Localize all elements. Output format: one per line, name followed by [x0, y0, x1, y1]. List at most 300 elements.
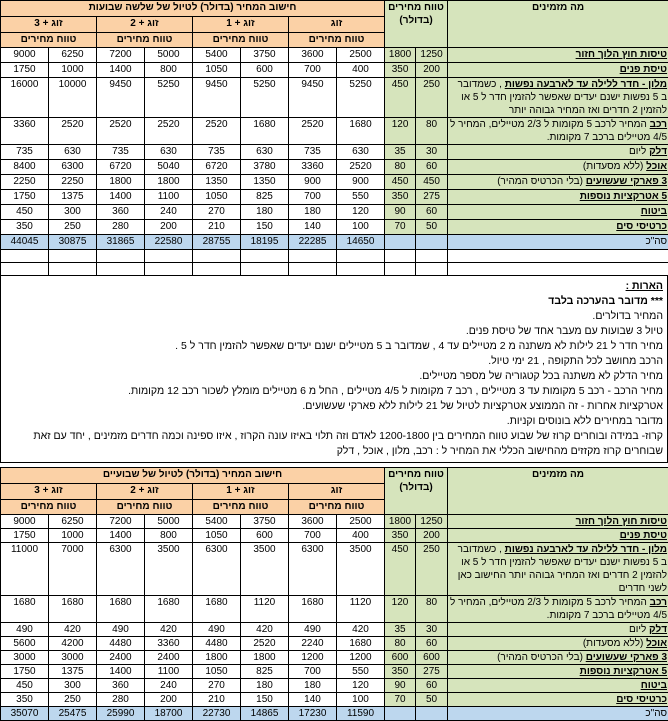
- range-value-cell: 350: [385, 63, 416, 78]
- item-detail: המחיר לרכב 5 מקומות ל 2/3 מטיילים, המחיר ל 4/5 מטיילים ברכב 7 מקומות.: [450, 597, 667, 621]
- total-range-cell-2: [416, 707, 448, 721]
- group-header: זוג + 3: [1, 484, 97, 500]
- range-value-cell: 450: [416, 175, 448, 190]
- empty-cell: [448, 250, 668, 263]
- item-label: מלון - חדר ללילה עד לארבעה נפשות: [505, 79, 667, 90]
- value-cell: 16000: [1, 78, 49, 118]
- value-cell: 3600: [289, 515, 337, 529]
- note-line: קרוז- במידה ובוחרים קרוז של שבוע טווח המחירים בין 1200-1800 לאדם וזה תלוי באיזו עונה הקרוז , איזו ספינה וכמה חדרים מזמינים , יחד עם זאת שבוחרים קרוז מקזזים מהחישוב הכללי את המחיר ל : רכב, מלון , אוכל , דלק: [3, 429, 663, 459]
- item-label: כרטיסי סים: [616, 221, 667, 232]
- value-cell: 735: [289, 145, 337, 160]
- value-cell: 1680: [337, 637, 385, 651]
- item-cell: [448, 160, 668, 175]
- value-cell: 2400: [97, 651, 145, 665]
- item-detail: (ללא מסעדות): [583, 161, 646, 172]
- value-cell: 1680: [97, 596, 145, 623]
- value-cell: 1800: [145, 175, 193, 190]
- value-cell: 270: [193, 205, 241, 220]
- item-label: כרטיסי סים: [616, 694, 667, 705]
- value-cell: 5400: [193, 48, 241, 63]
- empty-cell: [448, 263, 668, 276]
- value-cell: 600: [241, 529, 289, 543]
- value-cell: 200: [145, 693, 193, 707]
- value-cell: 2250: [49, 175, 97, 190]
- table-row: [1, 160, 668, 175]
- value-cell: 240: [145, 205, 193, 220]
- value-cell: 6720: [193, 160, 241, 175]
- value-cell: 200: [145, 220, 193, 235]
- value-cell: 630: [145, 145, 193, 160]
- value-cell: 210: [193, 693, 241, 707]
- value-cell: 550: [337, 665, 385, 679]
- range-value-cell: 350: [385, 190, 416, 205]
- total-label: סה"כ: [448, 707, 668, 721]
- range-value-cell: 1800: [385, 515, 416, 529]
- value-cell: 4480: [97, 637, 145, 651]
- value-cell: 5250: [145, 78, 193, 118]
- range-value-cell: 275: [416, 190, 448, 205]
- range-value-cell: 30: [416, 623, 448, 637]
- item-label: 3 פארקי שעשועים: [586, 652, 667, 663]
- total-label: סה"כ: [448, 235, 668, 250]
- value-cell: 1680: [241, 118, 289, 145]
- range-value-cell: 80: [385, 160, 416, 175]
- value-cell: 120: [337, 679, 385, 693]
- range-value-cell: 90: [385, 205, 416, 220]
- range-value-cell: 200: [416, 529, 448, 543]
- item-label: דלק: [649, 624, 667, 635]
- range-value-cell: 35: [385, 623, 416, 637]
- value-cell: 300: [49, 679, 97, 693]
- value-cell: 1680: [1, 596, 49, 623]
- table-row: [1, 63, 668, 78]
- value-cell: 180: [289, 679, 337, 693]
- empty-cell: [337, 263, 385, 276]
- total-value-cell: 22730: [193, 707, 241, 721]
- value-cell: 250: [49, 220, 97, 235]
- value-cell: 735: [193, 145, 241, 160]
- item-cell: [448, 623, 668, 637]
- empty-cell: [145, 250, 193, 263]
- value-cell: 490: [1, 623, 49, 637]
- range-value-cell: 60: [416, 679, 448, 693]
- range-value-cell: 50: [416, 693, 448, 707]
- item-label: אוכל: [646, 638, 667, 649]
- value-cell: 5000: [145, 515, 193, 529]
- total-range-cell-1: [385, 235, 416, 250]
- range-value-cell: 120: [385, 596, 416, 623]
- table-row: [1, 48, 668, 63]
- value-cell: 180: [289, 205, 337, 220]
- value-cell: 1050: [193, 529, 241, 543]
- table-row: [1, 190, 668, 205]
- group-header: זוג + 1: [193, 484, 289, 500]
- range-value-cell: 70: [385, 220, 416, 235]
- value-cell: 2500: [337, 515, 385, 529]
- item-label: טיסת פנים: [620, 64, 667, 75]
- total-value-cell: 25990: [97, 707, 145, 721]
- value-cell: 2520: [145, 118, 193, 145]
- value-cell: 700: [289, 529, 337, 543]
- item-cell: [448, 63, 668, 78]
- table-row: [1, 205, 668, 220]
- value-cell: 735: [97, 145, 145, 160]
- total-value-cell: 22285: [289, 235, 337, 250]
- item-label: אוכל: [646, 161, 667, 172]
- value-cell: 1120: [241, 596, 289, 623]
- item-cell: [448, 48, 668, 63]
- value-cell: 8400: [1, 160, 49, 175]
- value-cell: 900: [337, 175, 385, 190]
- table-title: חישוב המחיר (בדולר) לטיול של שבועיים: [1, 468, 385, 484]
- range-value-cell: 80: [385, 637, 416, 651]
- group-header: זוג + 3: [1, 17, 97, 33]
- notes-title: הארות :: [3, 279, 663, 294]
- item-label: ביטוח: [641, 680, 667, 691]
- note-line: מחיר הרכב - רכב 5 מקומות עד 3 מטיילים , רכב 7 מקומות ל 4/5 מטיילים , החל מ 6 מטיילים מומלץ לשכור רכב 12 מקומות.: [3, 384, 663, 399]
- value-cell: 630: [241, 145, 289, 160]
- value-cell: 5250: [337, 78, 385, 118]
- range-value-cell: 1800: [385, 48, 416, 63]
- value-cell: 2520: [289, 118, 337, 145]
- value-cell: 1750: [1, 529, 49, 543]
- range-value-cell: 120: [385, 118, 416, 145]
- total-value-cell: 22580: [145, 235, 193, 250]
- subgroup-header: טווח מחירים: [193, 33, 289, 48]
- value-cell: 2240: [289, 637, 337, 651]
- value-cell: 3500: [337, 543, 385, 596]
- table-row: [1, 623, 668, 637]
- note-line: מחיר הדלק לא משתנה בכל קטגוריה של מספר מטיילים.: [3, 369, 663, 384]
- total-range-cell-2: [416, 235, 448, 250]
- value-cell: 140: [289, 693, 337, 707]
- value-cell: 420: [49, 623, 97, 637]
- table-row: [1, 220, 668, 235]
- table-row: [1, 529, 668, 543]
- value-cell: 2520: [97, 118, 145, 145]
- value-cell: 3500: [241, 543, 289, 596]
- value-cell: 800: [145, 63, 193, 78]
- subgroup-header: טווח מחירים: [1, 500, 97, 515]
- value-cell: 1680: [337, 118, 385, 145]
- value-cell: 1400: [97, 63, 145, 78]
- orders-header: מה מזמינים: [448, 1, 668, 48]
- empty-cell: [1, 250, 49, 263]
- total-range-cell-1: [385, 707, 416, 721]
- value-cell: 9450: [289, 78, 337, 118]
- table-row: [1, 665, 668, 679]
- item-cell: [448, 145, 668, 160]
- range-value-cell: 250: [416, 543, 448, 596]
- group-header: זוג: [289, 484, 385, 500]
- price-table-two-weeks: [0, 467, 668, 721]
- value-cell: 6250: [49, 515, 97, 529]
- value-cell: 1000: [49, 529, 97, 543]
- item-cell: [448, 665, 668, 679]
- item-detail: ליום: [629, 146, 649, 157]
- item-cell: [448, 637, 668, 651]
- item-detail: , כשמדובר ב 5 נפשות ישנם יעדים שאפשר להזמין חדר ל 5 או להזמין 2 חדרים ואז המחיר גבוהה יותר: [458, 79, 667, 116]
- range-value-cell: 350: [385, 529, 416, 543]
- item-label: טיסות חוץ הלוך חזור: [576, 49, 667, 60]
- value-cell: 1400: [97, 190, 145, 205]
- value-cell: 1750: [1, 63, 49, 78]
- item-cell: [448, 190, 668, 205]
- value-cell: 180: [241, 205, 289, 220]
- value-cell: 490: [97, 623, 145, 637]
- range-value-cell: 1250: [416, 515, 448, 529]
- item-cell: [448, 651, 668, 665]
- item-label: טיסות חוץ הלוך חזור: [576, 516, 667, 527]
- value-cell: 6720: [97, 160, 145, 175]
- table-row: [1, 515, 668, 529]
- orders-header: מה מזמינים: [448, 468, 668, 515]
- subgroup-header: טווח מחירים: [97, 500, 193, 515]
- value-cell: 1050: [193, 190, 241, 205]
- empty-cell: [385, 250, 416, 263]
- total-row: [1, 235, 668, 250]
- range-value-cell: 50: [416, 220, 448, 235]
- subgroup-header: טווח מחירים: [289, 500, 385, 515]
- value-cell: 3360: [145, 637, 193, 651]
- item-cell: [448, 543, 668, 596]
- empty-row: [1, 250, 668, 263]
- range-value-cell: 200: [416, 63, 448, 78]
- value-cell: 5040: [145, 160, 193, 175]
- value-cell: 6300: [49, 160, 97, 175]
- value-cell: 2400: [145, 651, 193, 665]
- value-cell: 550: [337, 190, 385, 205]
- empty-cell: [49, 250, 97, 263]
- value-cell: 700: [289, 63, 337, 78]
- item-label: דלק: [649, 146, 667, 157]
- value-cell: 900: [289, 175, 337, 190]
- value-cell: 6300: [193, 543, 241, 596]
- range-value-cell: 450: [385, 78, 416, 118]
- range-value-cell: 250: [416, 78, 448, 118]
- value-cell: 1200: [337, 651, 385, 665]
- value-cell: 6300: [289, 543, 337, 596]
- range-value-cell: 70: [385, 693, 416, 707]
- value-cell: 9450: [97, 78, 145, 118]
- value-cell: 1800: [97, 175, 145, 190]
- value-cell: 300: [49, 205, 97, 220]
- item-label: ביטוח: [641, 206, 667, 217]
- group-header: זוג + 2: [97, 17, 193, 33]
- empty-cell: [416, 263, 448, 276]
- subgroup-header: טווח מחירים: [97, 33, 193, 48]
- value-cell: 825: [241, 665, 289, 679]
- value-cell: 3000: [49, 651, 97, 665]
- item-label: 5 אטרקציות נוספות: [580, 666, 667, 677]
- item-detail: (בלי הכרטיס המהיר): [497, 176, 586, 187]
- value-cell: 600: [241, 63, 289, 78]
- table-row: [1, 145, 668, 160]
- value-cell: 180: [241, 679, 289, 693]
- value-cell: 1050: [193, 63, 241, 78]
- notes-section: [0, 276, 668, 463]
- table-row: [1, 78, 668, 118]
- total-value-cell: 14650: [337, 235, 385, 250]
- empty-cell: [1, 263, 49, 276]
- value-cell: 1350: [193, 175, 241, 190]
- value-cell: 100: [337, 220, 385, 235]
- empty-cell: [289, 263, 337, 276]
- range-value-cell: 450: [385, 543, 416, 596]
- value-cell: 360: [97, 205, 145, 220]
- total-value-cell: 28755: [193, 235, 241, 250]
- value-cell: 140: [289, 220, 337, 235]
- value-cell: 1375: [49, 665, 97, 679]
- value-cell: 280: [97, 693, 145, 707]
- total-value-cell: 31865: [97, 235, 145, 250]
- value-cell: 350: [1, 693, 49, 707]
- empty-cell: [289, 250, 337, 263]
- value-cell: 1400: [97, 665, 145, 679]
- value-cell: 280: [97, 220, 145, 235]
- value-cell: 150: [241, 693, 289, 707]
- value-cell: 1400: [97, 529, 145, 543]
- note-line: *** מדובר בהערכה בלבד: [3, 294, 663, 309]
- table-row: [1, 637, 668, 651]
- range-value-cell: 450: [385, 175, 416, 190]
- value-cell: 1120: [337, 596, 385, 623]
- range-value-cell: 60: [416, 637, 448, 651]
- value-cell: 2500: [337, 48, 385, 63]
- value-cell: 1750: [1, 190, 49, 205]
- value-cell: 4480: [193, 637, 241, 651]
- item-cell: [448, 596, 668, 623]
- group-header: זוג + 1: [193, 17, 289, 33]
- value-cell: 3750: [241, 48, 289, 63]
- empty-cell: [193, 250, 241, 263]
- subgroup-header: טווח מחירים: [289, 33, 385, 48]
- total-value-cell: 18700: [145, 707, 193, 721]
- item-detail: (ללא מסעדות): [583, 638, 646, 649]
- note-line: הרכב מחושב לכל התקופה , 21 ימי טיול.: [3, 354, 663, 369]
- item-label: טיסת פנים: [620, 530, 667, 541]
- value-cell: 420: [145, 623, 193, 637]
- value-cell: 360: [97, 679, 145, 693]
- empty-cell: [97, 250, 145, 263]
- range-value-cell: 60: [416, 205, 448, 220]
- value-cell: 5400: [193, 515, 241, 529]
- value-cell: 210: [193, 220, 241, 235]
- value-cell: 1680: [289, 596, 337, 623]
- value-cell: 450: [1, 205, 49, 220]
- value-cell: 7200: [97, 48, 145, 63]
- value-cell: 3360: [1, 118, 49, 145]
- value-cell: 10000: [49, 78, 97, 118]
- group-header: זוג + 2: [97, 484, 193, 500]
- value-cell: 100: [337, 693, 385, 707]
- table-row: [1, 175, 668, 190]
- range-value-cell: 275: [416, 665, 448, 679]
- value-cell: 1680: [193, 596, 241, 623]
- value-cell: 3780: [241, 160, 289, 175]
- value-cell: 630: [49, 145, 97, 160]
- value-cell: 400: [337, 529, 385, 543]
- item-cell: [448, 679, 668, 693]
- value-cell: 1350: [241, 175, 289, 190]
- item-cell: [448, 175, 668, 190]
- value-cell: 7000: [49, 543, 97, 596]
- note-line: המחיר בדולרים.: [3, 309, 663, 324]
- value-cell: 3600: [289, 48, 337, 63]
- range-value-cell: 1250: [416, 48, 448, 63]
- empty-cell: [416, 250, 448, 263]
- item-detail: (בלי הכרטיס המהיר): [497, 652, 586, 663]
- value-cell: 490: [289, 623, 337, 637]
- range-value-cell: 80: [416, 118, 448, 145]
- total-value-cell: 44045: [1, 235, 49, 250]
- value-cell: 2520: [193, 118, 241, 145]
- value-cell: 1750: [1, 665, 49, 679]
- value-cell: 240: [145, 679, 193, 693]
- total-value-cell: 18195: [241, 235, 289, 250]
- value-cell: 11000: [1, 543, 49, 596]
- note-line: מחיר חדר ל 21 לילות לא משתנה מ 2 מטיילים עד 4 , שמדובר ב 5 מטיילים ישנם יעדים שאפשר להזמין חדר ל 5 .: [3, 339, 663, 354]
- value-cell: 450: [1, 679, 49, 693]
- item-label: רכב: [650, 597, 667, 608]
- empty-cell: [241, 250, 289, 263]
- table-row: [1, 693, 668, 707]
- table-row: [1, 651, 668, 665]
- value-cell: 5600: [1, 637, 49, 651]
- value-cell: 5250: [241, 78, 289, 118]
- value-cell: 3750: [241, 515, 289, 529]
- value-cell: 3000: [1, 651, 49, 665]
- total-value-cell: 14865: [241, 707, 289, 721]
- item-label: רכב: [650, 119, 667, 130]
- table-row: [1, 543, 668, 596]
- notes-lines: [3, 294, 663, 459]
- item-cell: [448, 693, 668, 707]
- item-detail: , כשמדובר ב 5 נפשות ישנם יעדים שאפשר להזמין חדר ל 5 או להזמין 2 חדרים ואז המחיר גבוהה יותר החישוב כאן לשני חדרים: [458, 544, 667, 594]
- value-cell: 630: [337, 145, 385, 160]
- value-cell: 400: [337, 63, 385, 78]
- item-detail: ליום: [629, 624, 649, 635]
- range-value-cell: 350: [385, 665, 416, 679]
- value-cell: 1200: [289, 651, 337, 665]
- table-row: [1, 679, 668, 693]
- value-cell: 9000: [1, 48, 49, 63]
- price-table-two-weeks: [0, 467, 668, 721]
- note-line: אטרקציות אחרות - זה הממוצע אטרקציות לטיול של 21 לילות ללא פארקי שעשועים.: [3, 399, 663, 414]
- value-cell: 420: [241, 623, 289, 637]
- value-cell: 9000: [1, 515, 49, 529]
- value-cell: 1800: [241, 651, 289, 665]
- item-detail: המחיר לרכב 5 מקומות ל 2/3 מטיילים, המחיר ל 4/5 מטיילים ברכב 7 מקומות.: [450, 119, 667, 143]
- total-row: [1, 707, 668, 721]
- value-cell: 2520: [49, 118, 97, 145]
- range-header: טווח מחירים (בדולר): [385, 1, 448, 48]
- value-cell: 800: [145, 529, 193, 543]
- value-cell: 270: [193, 679, 241, 693]
- value-cell: 1100: [145, 665, 193, 679]
- group-header: זוג: [289, 17, 385, 33]
- value-cell: 2520: [241, 637, 289, 651]
- value-cell: 2250: [1, 175, 49, 190]
- value-cell: 1100: [145, 190, 193, 205]
- value-cell: 7200: [97, 515, 145, 529]
- item-cell: [448, 118, 668, 145]
- price-table-three-weeks: [0, 0, 668, 276]
- empty-row: [1, 263, 668, 276]
- range-value-cell: 60: [416, 160, 448, 175]
- value-cell: 5000: [145, 48, 193, 63]
- item-label: 3 פארקי שעשועים: [586, 176, 667, 187]
